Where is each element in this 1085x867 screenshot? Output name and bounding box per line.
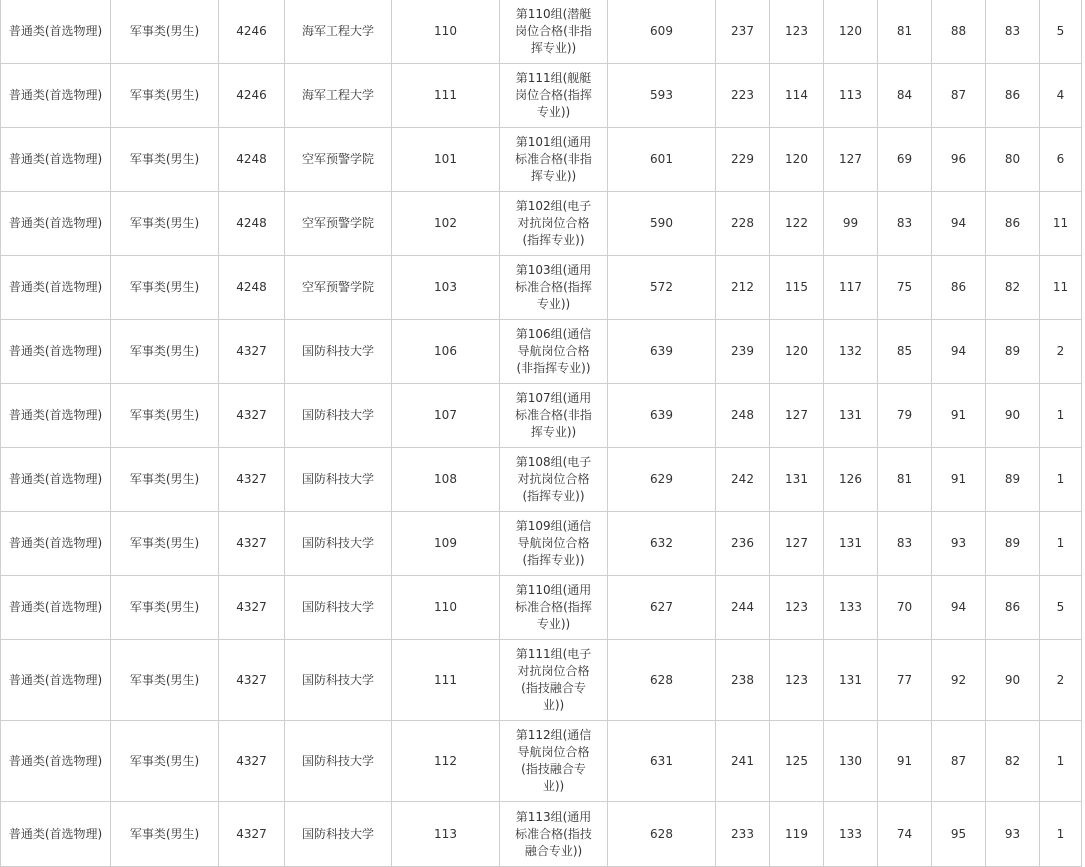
cell-score-5: 94: [932, 320, 986, 384]
cell-score-4: 77: [878, 640, 932, 721]
cell-total-score: 572: [608, 256, 716, 320]
cell-score-1: 236: [716, 512, 770, 576]
cell-group-number: 110: [392, 0, 500, 64]
cell-school-name: 国防科技大学: [285, 576, 392, 640]
cell-total-score: 609: [608, 0, 716, 64]
cell-score-6: 89: [986, 448, 1040, 512]
table-row: [1, 256, 1082, 320]
cell-score-2: 120: [770, 320, 824, 384]
cell-school-name: 海军工程大学: [285, 0, 392, 64]
cell-score-5: 91: [932, 448, 986, 512]
cell-score-1: 241: [716, 721, 770, 802]
cell-category: 军事类(男生): [111, 320, 219, 384]
cell-group-number: 108: [392, 448, 500, 512]
cell-group-name: 第113组(通用标准合格(指技融合专业)): [500, 802, 608, 867]
cell-school-name: 国防科技大学: [285, 802, 392, 867]
cell-school-code: 4327: [219, 448, 285, 512]
cell-score-7: 2: [1040, 640, 1082, 721]
cell-score-7: 11: [1040, 192, 1082, 256]
cell-score-4: 81: [878, 0, 932, 64]
cell-category: 军事类(男生): [111, 384, 219, 448]
cell-score-3: 131: [824, 512, 878, 576]
cell-score-6: 86: [986, 64, 1040, 128]
cell-score-1: 228: [716, 192, 770, 256]
cell-score-6: 86: [986, 576, 1040, 640]
cell-school-code: 4327: [219, 802, 285, 867]
cell-score-7: 1: [1040, 721, 1082, 802]
cell-category: 军事类(男生): [111, 576, 219, 640]
cell-category: 军事类(男生): [111, 192, 219, 256]
cell-score-4: 83: [878, 512, 932, 576]
cell-score-5: 87: [932, 64, 986, 128]
table-row: [1, 128, 1082, 192]
cell-school-name: 国防科技大学: [285, 384, 392, 448]
cell-score-2: 115: [770, 256, 824, 320]
cell-category: 军事类(男生): [111, 64, 219, 128]
cell-score-1: 223: [716, 64, 770, 128]
cell-score-6: 90: [986, 640, 1040, 721]
cell-score-4: 83: [878, 192, 932, 256]
cell-subject-type: 普通类(首选物理): [1, 802, 111, 867]
cell-score-1: 212: [716, 256, 770, 320]
cell-school-name: 国防科技大学: [285, 721, 392, 802]
cell-subject-type: 普通类(首选物理): [1, 256, 111, 320]
cell-score-3: 120: [824, 0, 878, 64]
cell-category: 军事类(男生): [111, 448, 219, 512]
cell-score-5: 95: [932, 802, 986, 867]
cell-total-score: 639: [608, 320, 716, 384]
cell-score-5: 96: [932, 128, 986, 192]
cell-score-3: 130: [824, 721, 878, 802]
cell-score-2: 114: [770, 64, 824, 128]
cell-group-number: 101: [392, 128, 500, 192]
cell-category: 军事类(男生): [111, 721, 219, 802]
cell-score-7: 5: [1040, 0, 1082, 64]
cell-group-number: 103: [392, 256, 500, 320]
cell-total-score: 601: [608, 128, 716, 192]
cell-school-code: 4248: [219, 192, 285, 256]
cell-score-2: 123: [770, 640, 824, 721]
cell-school-name: 国防科技大学: [285, 512, 392, 576]
cell-score-4: 79: [878, 384, 932, 448]
cell-school-code: 4327: [219, 721, 285, 802]
cell-score-3: 133: [824, 576, 878, 640]
cell-category: 军事类(男生): [111, 256, 219, 320]
cell-total-score: 639: [608, 384, 716, 448]
cell-subject-type: 普通类(首选物理): [1, 64, 111, 128]
cell-score-6: 89: [986, 320, 1040, 384]
cell-score-5: 91: [932, 384, 986, 448]
cell-school-code: 4246: [219, 64, 285, 128]
cell-group-number: 107: [392, 384, 500, 448]
cell-score-4: 69: [878, 128, 932, 192]
cell-score-6: 86: [986, 192, 1040, 256]
table-row: [1, 576, 1082, 640]
cell-score-7: 1: [1040, 384, 1082, 448]
cell-score-4: 84: [878, 64, 932, 128]
cell-school-name: 空军预警学院: [285, 192, 392, 256]
cell-score-3: 113: [824, 64, 878, 128]
cell-score-7: 2: [1040, 320, 1082, 384]
cell-school-code: 4248: [219, 256, 285, 320]
table-row: [1, 721, 1082, 802]
cell-group-name: 第103组(通用标准合格(指挥专业)): [500, 256, 608, 320]
cell-score-3: 131: [824, 640, 878, 721]
cell-score-1: 242: [716, 448, 770, 512]
cell-subject-type: 普通类(首选物理): [1, 640, 111, 721]
cell-score-5: 93: [932, 512, 986, 576]
cell-score-4: 75: [878, 256, 932, 320]
cell-score-7: 6: [1040, 128, 1082, 192]
cell-score-2: 125: [770, 721, 824, 802]
cell-score-3: 99: [824, 192, 878, 256]
cell-score-1: 229: [716, 128, 770, 192]
cell-score-6: 82: [986, 721, 1040, 802]
cell-group-number: 106: [392, 320, 500, 384]
cell-school-code: 4327: [219, 320, 285, 384]
cell-school-code: 4327: [219, 384, 285, 448]
table-row: [1, 64, 1082, 128]
cell-subject-type: 普通类(首选物理): [1, 512, 111, 576]
cell-subject-type: 普通类(首选物理): [1, 128, 111, 192]
cell-school-code: 4327: [219, 512, 285, 576]
cell-score-5: 88: [932, 0, 986, 64]
cell-group-number: 113: [392, 802, 500, 867]
cell-score-7: 5: [1040, 576, 1082, 640]
cell-group-name: 第102组(电子对抗岗位合格(指挥专业)): [500, 192, 608, 256]
cell-score-6: 89: [986, 512, 1040, 576]
cell-score-5: 94: [932, 576, 986, 640]
cell-score-4: 85: [878, 320, 932, 384]
cell-group-name: 第109组(通信导航岗位合格(指挥专业)): [500, 512, 608, 576]
cell-group-name: 第110组(通用标准合格(指挥专业)): [500, 576, 608, 640]
cell-score-2: 120: [770, 128, 824, 192]
cell-score-2: 123: [770, 0, 824, 64]
cell-total-score: 628: [608, 640, 716, 721]
cell-score-3: 127: [824, 128, 878, 192]
cell-group-name: 第111组(电子对抗岗位合格(指技融合专业)): [500, 640, 608, 721]
cell-school-name: 空军预警学院: [285, 256, 392, 320]
cell-group-name: 第108组(电子对抗岗位合格(指挥专业)): [500, 448, 608, 512]
cell-total-score: 590: [608, 192, 716, 256]
cell-score-6: 80: [986, 128, 1040, 192]
cell-score-1: 239: [716, 320, 770, 384]
cell-score-3: 133: [824, 802, 878, 867]
cell-score-3: 117: [824, 256, 878, 320]
table-row: [1, 802, 1082, 867]
cell-score-4: 70: [878, 576, 932, 640]
cell-score-4: 91: [878, 721, 932, 802]
table-row: [1, 384, 1082, 448]
cell-score-2: 122: [770, 192, 824, 256]
table-row: [1, 512, 1082, 576]
cell-subject-type: 普通类(首选物理): [1, 448, 111, 512]
table-row: [1, 640, 1082, 721]
cell-score-6: 83: [986, 0, 1040, 64]
cell-score-6: 93: [986, 802, 1040, 867]
cell-school-name: 海军工程大学: [285, 64, 392, 128]
cell-school-code: 4327: [219, 576, 285, 640]
cell-school-code: 4246: [219, 0, 285, 64]
cell-group-name: 第111组(舰艇岗位合格(指挥专业)): [500, 64, 608, 128]
cell-score-4: 74: [878, 802, 932, 867]
cell-score-7: 1: [1040, 802, 1082, 867]
cell-group-name: 第110组(潜艇岗位合格(非指挥专业)): [500, 0, 608, 64]
cell-group-name: 第106组(通信导航岗位合格(非指挥专业)): [500, 320, 608, 384]
cell-score-1: 233: [716, 802, 770, 867]
cell-score-7: 1: [1040, 512, 1082, 576]
cell-school-code: 4327: [219, 640, 285, 721]
cell-score-5: 87: [932, 721, 986, 802]
cell-score-3: 126: [824, 448, 878, 512]
cell-score-6: 90: [986, 384, 1040, 448]
cell-school-name: 国防科技大学: [285, 320, 392, 384]
cell-category: 军事类(男生): [111, 512, 219, 576]
cell-total-score: 631: [608, 721, 716, 802]
cell-score-3: 131: [824, 384, 878, 448]
cell-subject-type: 普通类(首选物理): [1, 576, 111, 640]
cell-group-name: 第101组(通用标准合格(非指挥专业)): [500, 128, 608, 192]
cell-group-number: 102: [392, 192, 500, 256]
cell-total-score: 593: [608, 64, 716, 128]
cell-score-7: 4: [1040, 64, 1082, 128]
table-row: [1, 448, 1082, 512]
cell-group-number: 112: [392, 721, 500, 802]
cell-score-2: 123: [770, 576, 824, 640]
cell-subject-type: 普通类(首选物理): [1, 0, 111, 64]
table-body: [1, 0, 1082, 867]
cell-score-1: 244: [716, 576, 770, 640]
cell-school-code: 4248: [219, 128, 285, 192]
cell-subject-type: 普通类(首选物理): [1, 320, 111, 384]
table-row: [1, 192, 1082, 256]
cell-score-6: 82: [986, 256, 1040, 320]
cell-group-number: 111: [392, 64, 500, 128]
cell-score-1: 237: [716, 0, 770, 64]
cell-category: 军事类(男生): [111, 0, 219, 64]
cell-score-5: 94: [932, 192, 986, 256]
cell-school-name: 国防科技大学: [285, 448, 392, 512]
cell-school-name: 空军预警学院: [285, 128, 392, 192]
cell-score-5: 86: [932, 256, 986, 320]
cell-score-7: 11: [1040, 256, 1082, 320]
cell-category: 军事类(男生): [111, 802, 219, 867]
table-row: [1, 320, 1082, 384]
table-row: [1, 0, 1082, 64]
cell-score-2: 127: [770, 384, 824, 448]
cell-score-2: 127: [770, 512, 824, 576]
cell-score-1: 248: [716, 384, 770, 448]
cell-group-number: 109: [392, 512, 500, 576]
cell-score-7: 1: [1040, 448, 1082, 512]
cell-score-2: 119: [770, 802, 824, 867]
cell-group-number: 110: [392, 576, 500, 640]
cell-category: 军事类(男生): [111, 128, 219, 192]
cell-total-score: 632: [608, 512, 716, 576]
cell-score-2: 131: [770, 448, 824, 512]
cell-subject-type: 普通类(首选物理): [1, 384, 111, 448]
cell-category: 军事类(男生): [111, 640, 219, 721]
cell-total-score: 627: [608, 576, 716, 640]
cell-group-name: 第112组(通信导航岗位合格(指技融合专业)): [500, 721, 608, 802]
cell-subject-type: 普通类(首选物理): [1, 721, 111, 802]
cell-score-1: 238: [716, 640, 770, 721]
cell-group-name: 第107组(通用标准合格(非指挥专业)): [500, 384, 608, 448]
cell-score-4: 81: [878, 448, 932, 512]
cell-total-score: 629: [608, 448, 716, 512]
cell-school-name: 国防科技大学: [285, 640, 392, 721]
cell-subject-type: 普通类(首选物理): [1, 192, 111, 256]
cell-group-number: 111: [392, 640, 500, 721]
cell-score-5: 92: [932, 640, 986, 721]
cell-score-3: 132: [824, 320, 878, 384]
cell-total-score: 628: [608, 802, 716, 867]
